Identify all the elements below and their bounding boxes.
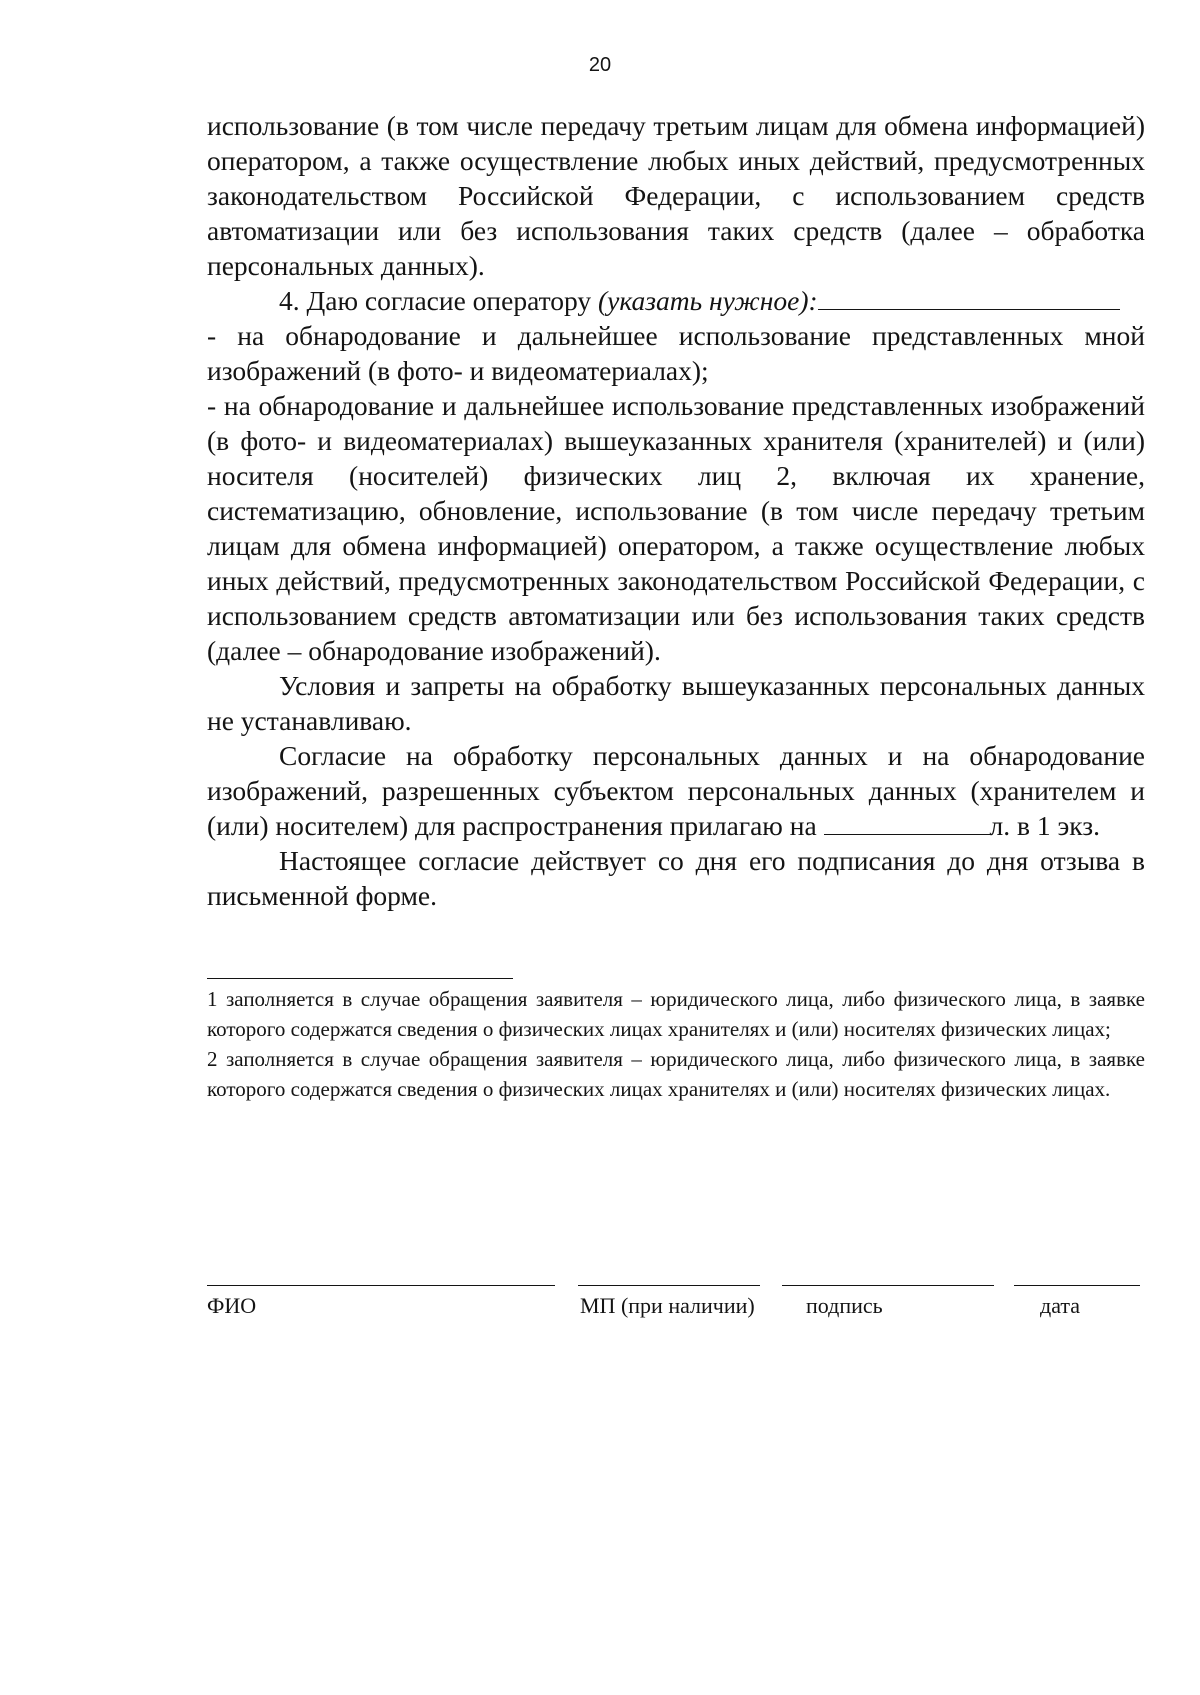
page-number: 20 [588, 54, 612, 76]
item-4-blank-field[interactable] [818, 283, 1120, 310]
footnote-1: 1 заполняется в случае обращения заявителя – юридического лица, либо физического лица, в заявке которого содержатся сведения о физических лицах хранителях и (или) носителях физических лицах; [207, 987, 1145, 1041]
consent-attachment-text: Согласие на обработку персональных данных и на обнародование изображений, разрешенных субъектом персональных данных (хранителем и (или) носителем) для распространения прилагаю на [207, 740, 1145, 841]
stamp-label: МП (при наличии) [580, 1293, 755, 1318]
fio-signature-line[interactable] [207, 1285, 555, 1286]
item-4 [207, 283, 1145, 318]
footnotes [207, 984, 1145, 1104]
footnote-separator [207, 978, 513, 979]
item-4-text: 4. Даю согласие оператору [279, 285, 598, 316]
consent-attachment-suffix: л. в 1 экз. [989, 810, 1101, 841]
document-body [207, 108, 1145, 913]
item-4-note: (указать нужное): [598, 285, 818, 316]
bullet-own-images: - на обнародование и дальнейшее использование представленных мной изображений (в фото- и видеоматериалах); [207, 320, 1145, 386]
footnote-2: 2 заполняется в случае обращения заявителя – юридического лица, либо физического лица, в заявке которого содержатся сведения о физических лицах хранителях и (или) носителях физических лицах. [207, 1047, 1145, 1101]
stamp-signature-line[interactable] [578, 1285, 760, 1286]
date-label: дата [1040, 1293, 1081, 1318]
date-signature-line[interactable] [1014, 1285, 1140, 1286]
consent-attachment-paragraph [207, 738, 1145, 843]
sheet-count-blank-field[interactable] [824, 808, 990, 835]
sign-label: подпись [806, 1293, 883, 1318]
validity-paragraph: Настоящее согласие действует со дня его подписания до дня отзыва в письменной форме. [207, 845, 1145, 911]
fio-label: ФИО [207, 1293, 257, 1318]
conditions-paragraph: Условия и запреты на обработку вышеуказанных персональных данных не устанавливаю. [207, 670, 1145, 736]
bullet-others-images: - на обнародование и дальнейшее использование представленных изображений (в фото- и видеоматериалах) вышеуказанных хранителя (хранителей) и (или) носителя (носителей) физических лиц 2, включая их хранение, систематизацию, обновление, использование (в том числе передачу третьим лицам для обмена информацией) оператором, а также осуществление любых иных действий, предусмотренных законодательством Российской Федерации, с использованием средств автоматизации или без использования таких средств (далее – обнародование изображений). [207, 390, 1145, 666]
sign-signature-line[interactable] [782, 1285, 994, 1286]
paragraph-processing-definition: использование (в том числе передачу третьим лицам для обмена информацией) оператором, а также осуществление любых иных действий, предусмотренных законодательством Российской Федерации, с использованием средств автоматизации или без использования таких средств (далее – обработка персональных данных). [207, 110, 1145, 281]
